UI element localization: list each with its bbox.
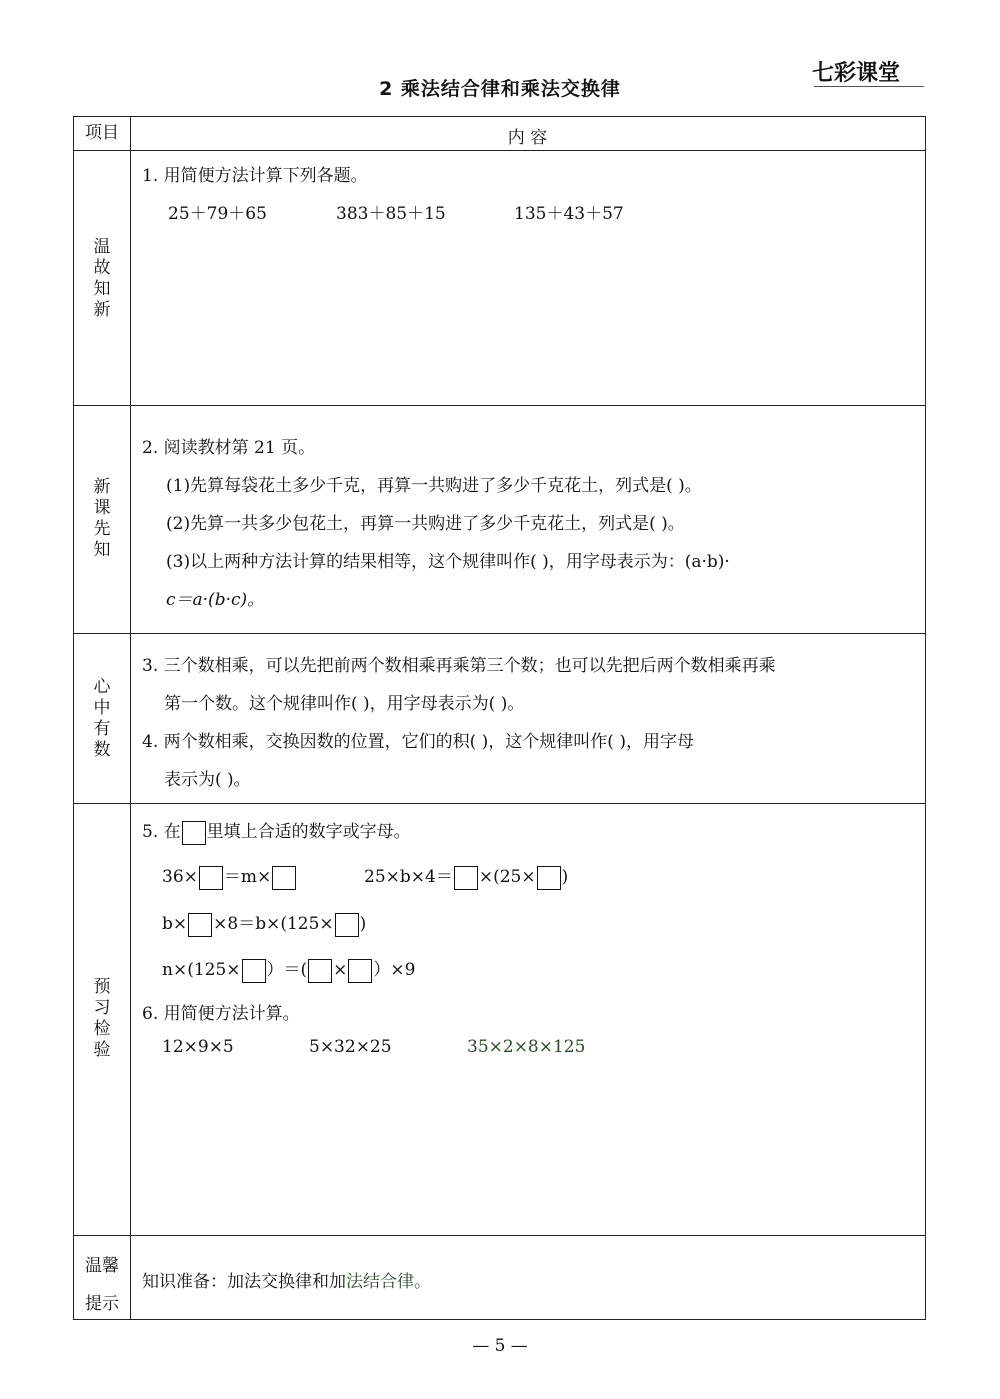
q1-expr-1: 25＋79＋65 <box>168 204 267 224</box>
section-label-check: 预 习 检 验 <box>93 977 111 1060</box>
answer-box[interactable] <box>242 959 266 983</box>
q6-prompt: 6. 用简便方法计算。 <box>142 1004 300 1024</box>
answer-box[interactable] <box>308 959 332 983</box>
q1-prompt: 1. 用简便方法计算下列各题。 <box>142 166 368 186</box>
column-divider <box>130 117 131 1319</box>
q2-part-2: (2)先算一共多少包花土，再算一共购进了多少千克花土，列式是( )。 <box>166 514 685 534</box>
row-divider <box>74 405 925 406</box>
answer-box[interactable] <box>537 866 561 890</box>
row-divider <box>74 633 925 634</box>
header-content: 内 容 <box>507 128 548 148</box>
answer-box[interactable] <box>335 913 359 937</box>
page-title: 2 乘法结合律和乘法交换律 <box>379 78 621 100</box>
q5-prompt: 5. 在 里填上合适的数字或字母。 <box>142 817 411 845</box>
q5-expr-3: b× ×8＝b×(125× ) <box>162 909 366 937</box>
answer-box[interactable] <box>348 959 372 983</box>
q3-line-1: 3. 三个数相乘，可以先把前两个数相乘再乘第三个数；也可以先把后两个数相乘再乘 <box>142 656 776 676</box>
answer-box[interactable] <box>199 866 223 890</box>
page-number: — 5 — <box>472 1336 528 1356</box>
section-label-review: 温 故 知 新 <box>93 237 111 320</box>
answer-box-sample <box>182 821 206 845</box>
q1-expr-2: 383＋85＋15 <box>336 204 446 224</box>
worksheet-table <box>73 116 926 1320</box>
logo-underline <box>814 86 924 87</box>
q2-part-3: (3)以上两种方法计算的结果相等，这个规律叫作( )，用字母表示为：(a·b)· <box>166 552 730 572</box>
q1-expr-3: 135＋43＋57 <box>514 204 624 224</box>
row-divider <box>74 150 925 151</box>
q2-part-3-cont: c＝a·(b·c)。 <box>166 590 265 610</box>
q5-expr-1: 36× ＝m× <box>162 862 297 890</box>
q6-expr-1: 12×9×5 <box>162 1037 234 1057</box>
row-divider <box>74 1235 925 1236</box>
brand-logo: 七彩课堂 <box>812 61 901 86</box>
q2-prompt: 2. 阅读教材第 21 页。 <box>142 438 316 458</box>
q4-line-1: 4. 两个数相乘，交换因数的位置，它们的积( )，这个规律叫作( )，用字母 <box>142 732 694 752</box>
tip-text: 知识准备：加法交换律和加法结合律。 <box>142 1272 431 1292</box>
q5-expr-2: 25×b×4＝ ×(25× ) <box>364 862 568 890</box>
q3-line-2: 第一个数。这个规律叫作( )，用字母表示为( )。 <box>164 694 525 714</box>
q6-expr-2: 5×32×25 <box>309 1037 392 1057</box>
answer-box[interactable] <box>454 866 478 890</box>
section-label-summary: 心 中 有 数 <box>93 677 111 760</box>
section-label-tip: 温馨 提示 <box>85 1256 119 1314</box>
q4-line-2: 表示为( )。 <box>164 770 251 790</box>
row-divider <box>74 803 925 804</box>
header-item: 项目 <box>85 123 119 143</box>
q6-expr-3: 35×2×8×125 <box>467 1037 586 1057</box>
answer-box[interactable] <box>188 913 212 937</box>
q5-expr-4: n×(125× ）＝( × ）×9 <box>162 955 415 983</box>
answer-box[interactable] <box>272 866 296 890</box>
section-label-preview: 新 课 先 知 <box>93 477 111 560</box>
q2-part-1: (1)先算每袋花土多少千克，再算一共购进了多少千克花土，列式是( )。 <box>166 476 702 496</box>
